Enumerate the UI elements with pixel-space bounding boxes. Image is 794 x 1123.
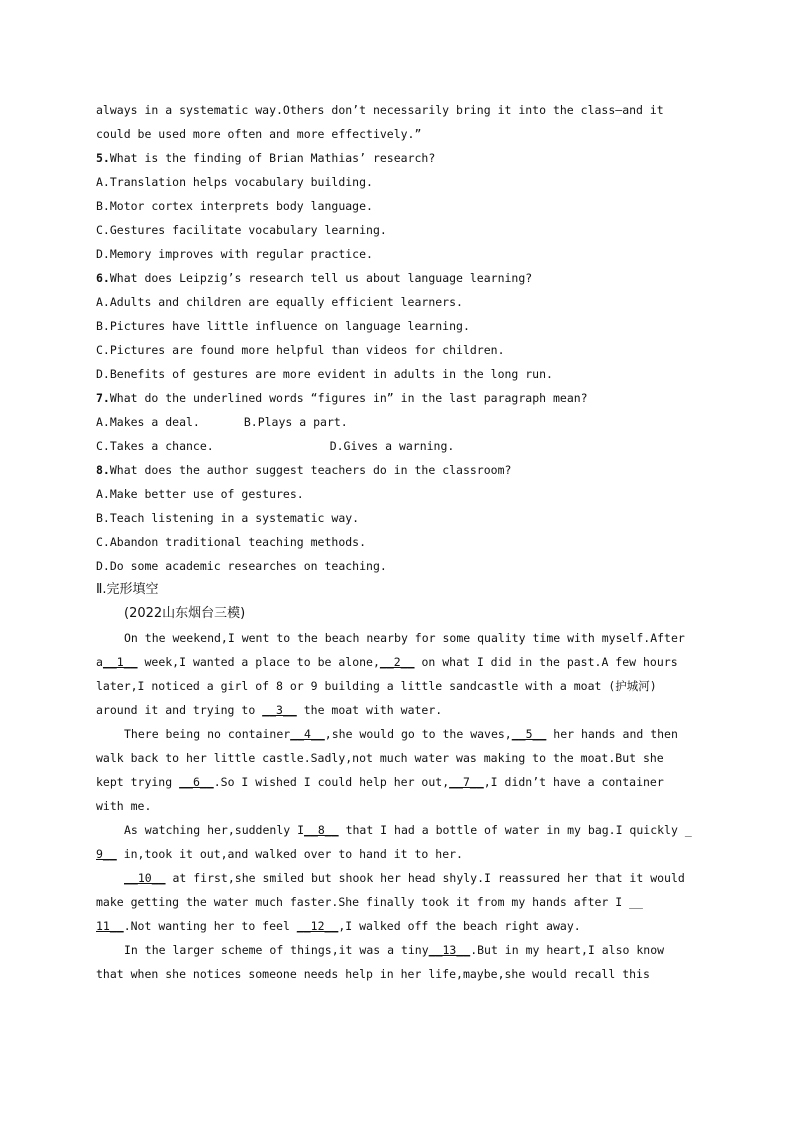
cloze-line: with me. [96,799,152,813]
blank-9: 9__ [96,847,117,861]
cloze-line: around it and trying to __3__ the moat with water. [96,703,443,717]
option-a: A.Translation helps vocabulary building. [96,175,373,189]
cloze-line: __10__ at first,she smiled but shook her head shyly.I reassured her that it would [124,871,685,885]
cloze-line: walk back to her little castle.Sadly,not much water was making to the moat.But she [96,751,664,765]
cloze-line: make getting the water much faster.She finally took it from my hands after I __ [96,895,643,909]
option-b: B.Teach listening in a systematic way. [96,511,360,525]
question-stem [96,146,706,170]
cloze-line: 9__ in,took it out,and walked over to hand it to her. [96,847,463,861]
option-c: C.Pictures are found more helpful than videos for children. [96,343,505,357]
question-stem [96,266,706,290]
option-a: A.Adults and children are equally efficient learners. [96,295,463,309]
cloze-line: On the weekend,I went to the beach nearby for some quality time with myself.After [124,631,685,645]
question-number: 7. [96,391,110,405]
blank-1: __1__ [102,655,138,669]
option-b: B.Pictures have little influence on language learning. [96,319,470,333]
blank-4: __4__ [290,727,325,741]
option-a: A.Makes a deal. [96,415,200,429]
blank-10: __10__ [124,871,166,885]
option-c: C.Takes a chance. [96,439,214,453]
blank-11: 11__ [96,919,124,933]
options-row [96,410,706,434]
blank-13: __13__ [428,943,471,957]
question-number: 5. [96,151,110,165]
passage-line: always in a systematic way.Others don’t necessarily bring it into the class—and it [96,103,664,117]
question-number: 8. [96,463,110,477]
question-text: What does the author suggest teachers do in the classroom? [109,463,512,477]
option-d: D.Memory improves with regular practice. [96,247,373,261]
blank-2: __2__ [379,655,415,669]
option-d: D.Do some academic researches on teaching. [96,559,387,573]
passage-line: could be used more often and more effectively.” [96,127,422,141]
cloze-line: In the larger scheme of things,it was a tiny__13__.But in my heart,I also know [124,943,665,957]
cloze-line: a__1__ week,I wanted a place to be alone,__2__ on what I did in the past.A few hours [96,655,678,669]
option-c: C.Gestures facilitate vocabulary learning. [96,223,387,237]
blank-7: __7__ [449,775,484,789]
blank-6: __6__ [179,775,214,789]
question-stem [96,458,706,482]
option-b: B.Plays a part. [243,415,348,429]
option-b: B.Motor cortex interprets body language. [96,199,373,213]
page-content [96,98,706,986]
option-d: D.Gives a warning. [329,439,455,453]
cloze-line: As watching her,suddenly I__8__ that I had a bottle of water in my bag.I quickly _ [124,823,692,837]
question-text: What does Leipzig’s research tell us about language learning? [109,271,533,285]
question-text: What is the finding of Brian Mathias’ research? [109,151,436,165]
blank-5: __5__ [511,727,547,741]
option-d: D.Benefits of gestures are more evident in adults in the long run. [96,367,553,381]
cloze-line: that when she notices someone needs help in her life,maybe,she would recall this [96,967,650,981]
section-title: Ⅱ.完形填空 [96,582,159,597]
blank-8: __8__ [304,823,339,837]
question-text: What do the underlined words “figures in” in the last paragraph mean? [109,391,588,405]
cloze-line: 11__.Not wanting her to feel __12__,I walked off the beach right away. [96,919,581,933]
cloze-line: later,I noticed a girl of 8 or 9 building a little sandcastle with a moat (护城河) [96,679,657,693]
option-c: C.Abandon traditional teaching methods. [96,535,367,549]
blank-3: __3__ [262,703,297,717]
question-number: 6. [96,271,110,285]
section-source: (2022山东烟台三模) [124,606,246,621]
question-stem [96,386,706,410]
option-a: A.Make better use of gestures. [96,487,304,501]
cloze-line: There being no container__4__,she would go to the waves,__5__ her hands and then [124,727,678,741]
blank-12: __12__ [296,919,339,933]
options-row [96,434,706,458]
cloze-line: kept trying __6__.So I wished I could help her out,__7__,I didn’t have a container [96,775,664,789]
